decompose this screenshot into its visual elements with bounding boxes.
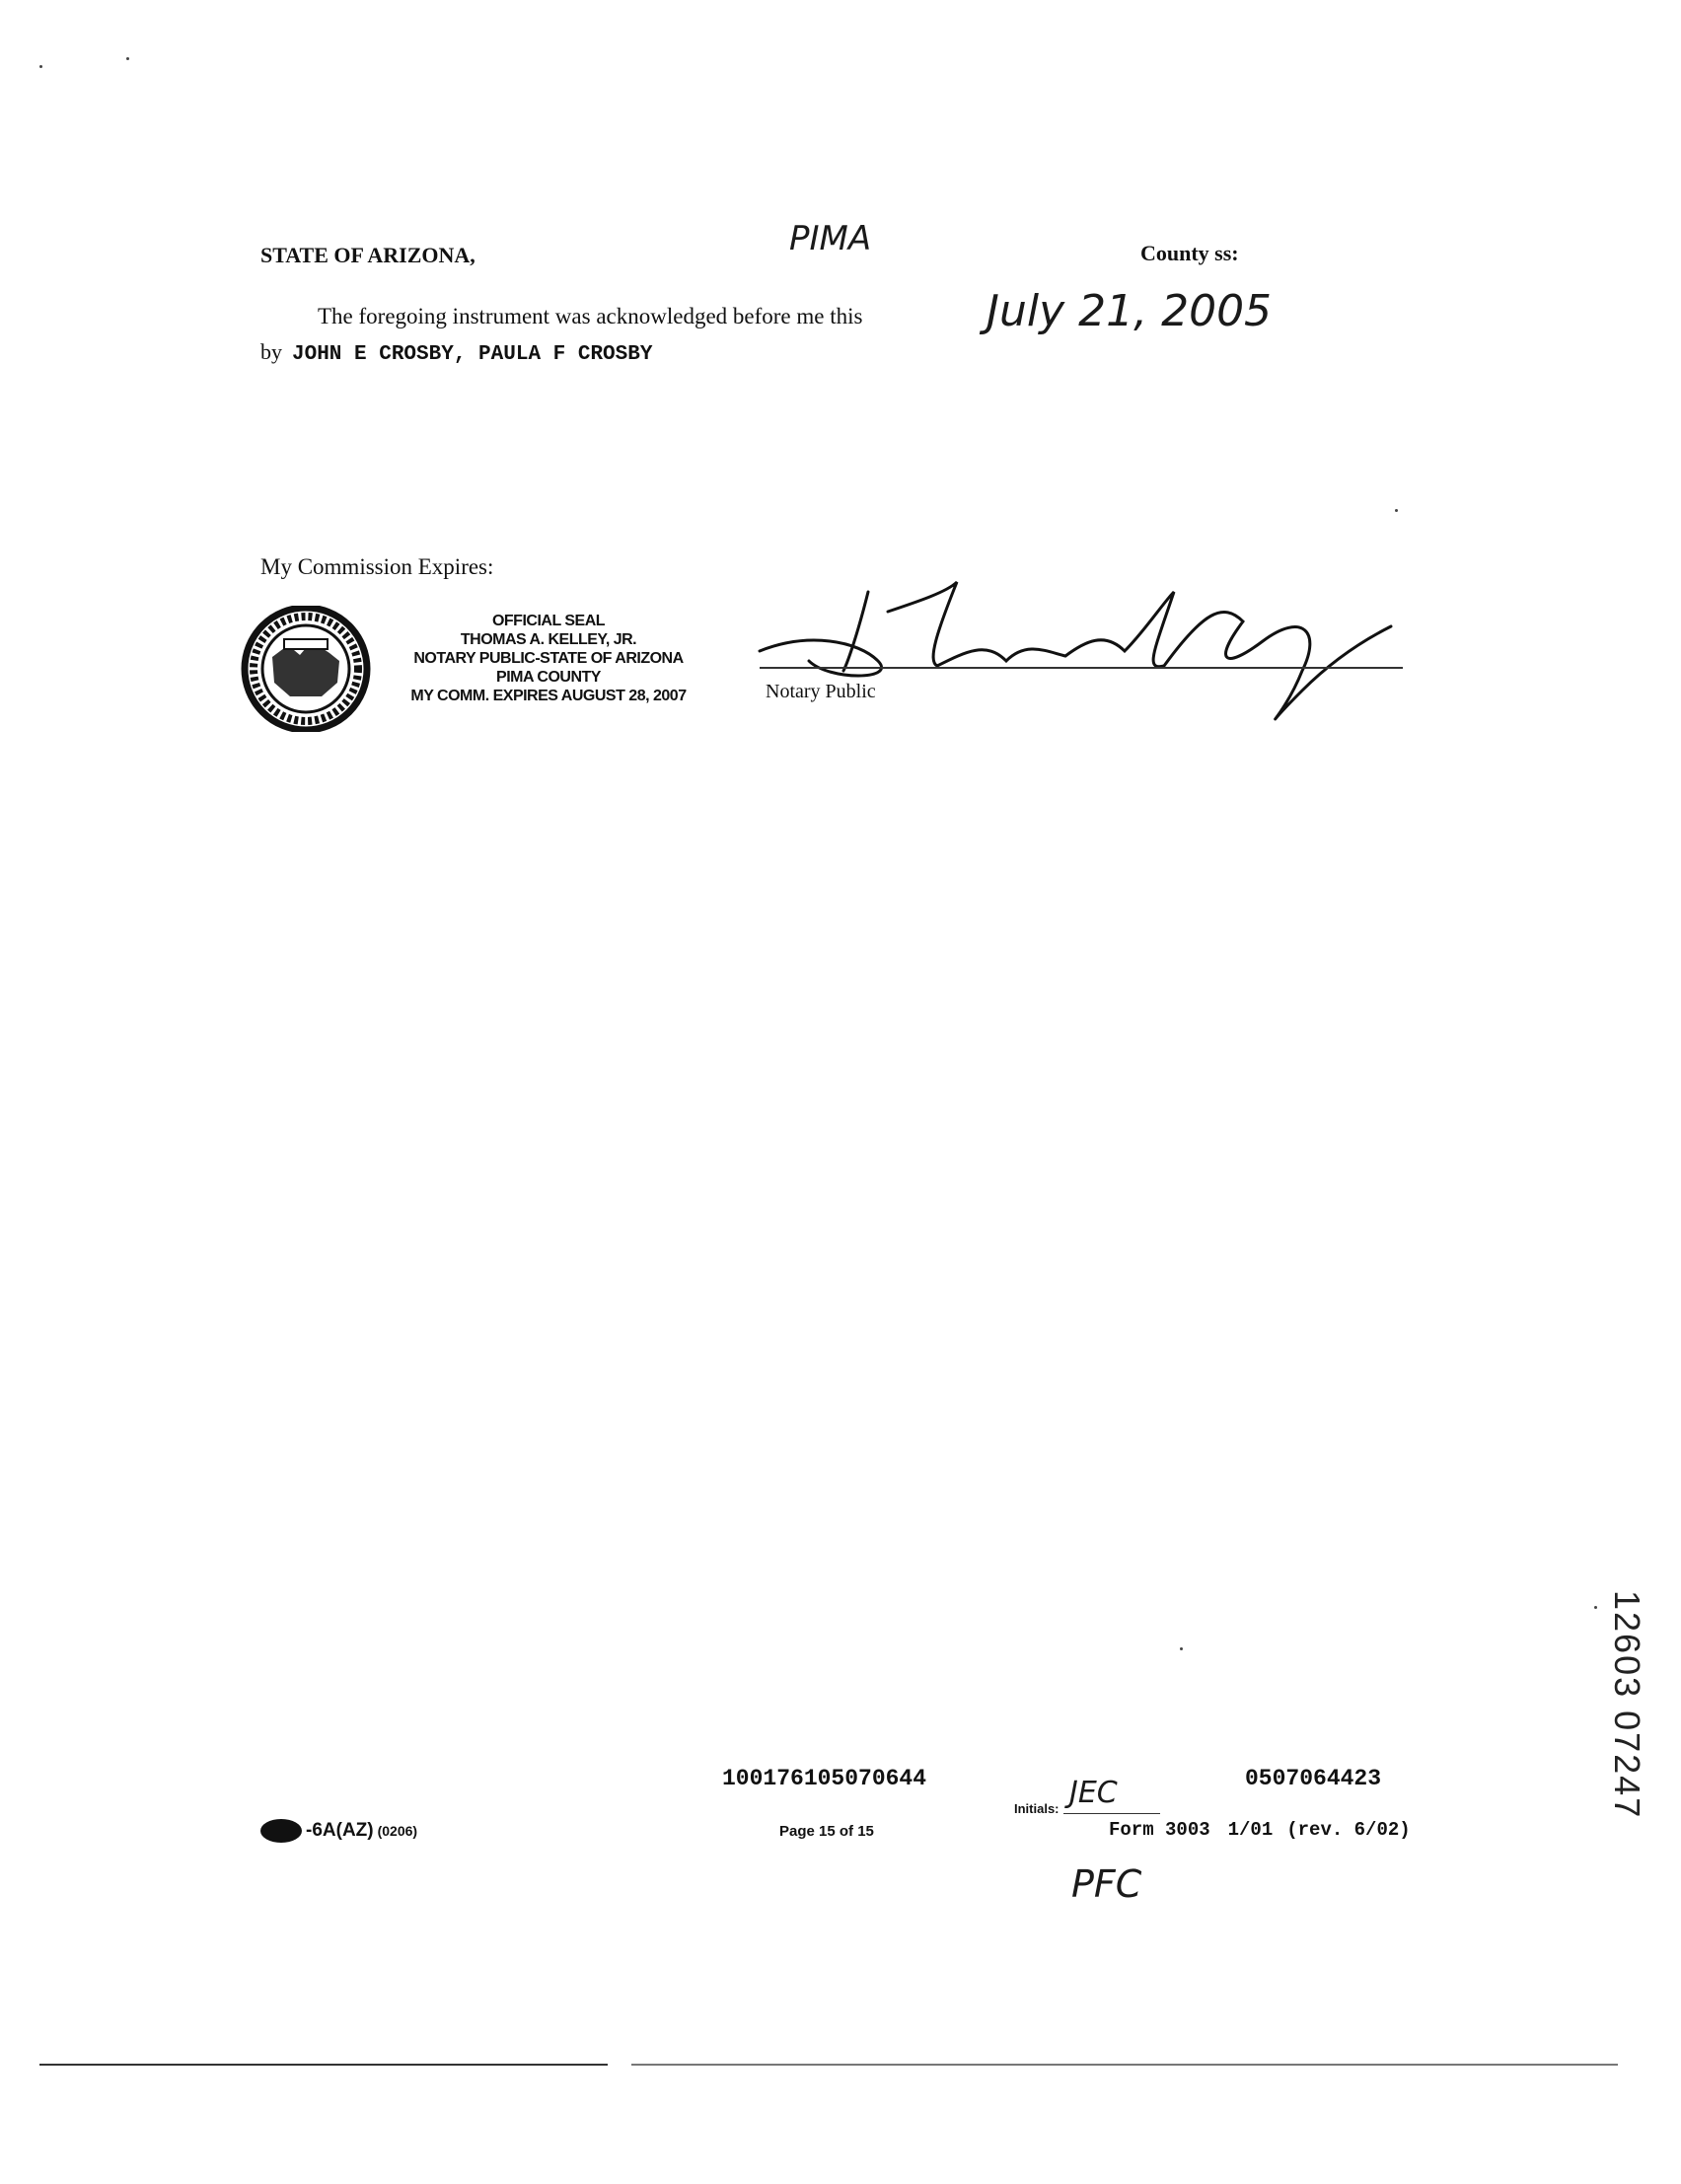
vmp-logo-icon <box>260 1819 302 1843</box>
acknowledgment-text: The foregoing instrument was acknowledged before me this <box>318 304 863 328</box>
seal-line-expiry: MY COMM. EXPIRES AUGUST 28, 2007 <box>410 688 687 704</box>
form-code-date: (0206) <box>377 1823 418 1839</box>
second-initials-handwritten: PFC <box>1071 1862 1142 1906</box>
form-revision: (rev. 6/02) <box>1286 1819 1411 1841</box>
acknowledged-by-line <box>260 339 652 366</box>
scan-speck <box>1594 1606 1597 1609</box>
county-label: County ss: <box>1140 241 1239 265</box>
county-handwritten: PIMA <box>789 219 872 258</box>
notary-seal-text <box>391 612 706 705</box>
seal-line-title: NOTARY PUBLIC-STATE OF ARIZONA <box>413 650 684 667</box>
form-date: 1/01 <box>1227 1819 1274 1841</box>
form-code-group <box>260 1819 417 1843</box>
arizona-state-seal-emblem <box>239 606 373 732</box>
scan-speck <box>39 65 42 68</box>
scan-speck <box>1180 1647 1183 1650</box>
bottom-rule-right <box>631 2064 1618 2066</box>
loan-number: 100176105070644 <box>722 1766 927 1791</box>
form-label: Form 3003 <box>1109 1819 1210 1841</box>
initials-handwritten: JEC <box>1069 1776 1118 1810</box>
page-number: Page 15 of 15 <box>779 1823 874 1840</box>
initials-line <box>1063 1813 1160 1814</box>
acknowledgment-date-handwritten: July 21, 2005 <box>987 286 1273 336</box>
notary-signature <box>750 572 1401 740</box>
scan-speck <box>1395 509 1398 512</box>
recording-number-stamp: 12603 07247 <box>1607 1590 1647 1820</box>
bottom-rule-left <box>39 2064 608 2066</box>
scan-speck <box>126 57 129 60</box>
state-heading: STATE OF ARIZONA, <box>260 243 475 267</box>
initials-label: Initials: <box>1014 1801 1060 1816</box>
seal-line-name: THOMAS A. KELLEY, JR. <box>460 631 637 648</box>
form-code: -6A(AZ) <box>306 1820 374 1841</box>
seal-line-county: PIMA COUNTY <box>496 669 601 686</box>
commission-expires-label: My Commission Expires: <box>260 554 494 579</box>
form-info <box>1109 1819 1411 1841</box>
borrower-names: JOHN E CROSBY, PAULA F CROSBY <box>292 343 653 366</box>
signature-line <box>760 667 1403 669</box>
document-number: 0507064423 <box>1245 1766 1382 1791</box>
by-label: by <box>260 339 282 364</box>
seal-line-official: OFFICIAL SEAL <box>491 613 606 629</box>
notary-public-label: Notary Public <box>766 681 876 702</box>
